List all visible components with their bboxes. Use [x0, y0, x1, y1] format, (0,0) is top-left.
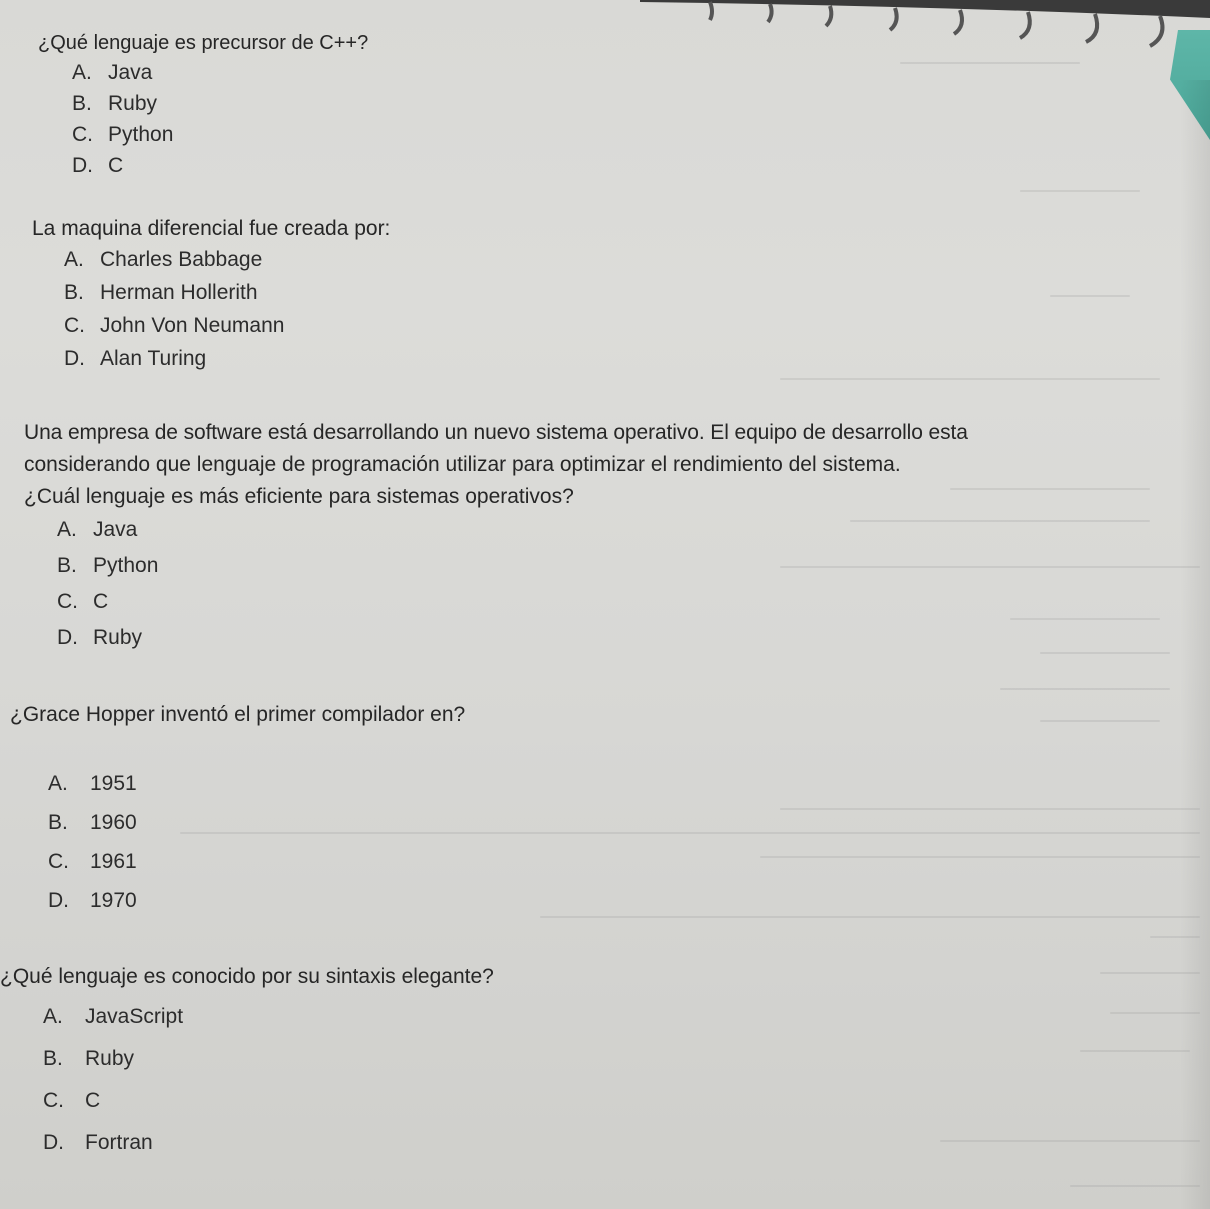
- option-letter: C.: [57, 590, 78, 613]
- question-4: [10, 703, 465, 928]
- option-letter: B.: [57, 554, 77, 577]
- option-text: Python: [93, 554, 159, 577]
- option-text: Fortran: [85, 1131, 153, 1154]
- option-text: Java: [93, 518, 138, 541]
- question-text-line-1: Una empresa de software está desarrollando un nuevo sistema operativo. El equipo de desarrollo esta: [24, 421, 968, 444]
- option-text: Alan Turing: [100, 347, 207, 370]
- option-text: C: [108, 154, 124, 177]
- option-letter: B.: [43, 1047, 63, 1070]
- option-text: C: [93, 590, 109, 613]
- bleed-through-line: [1080, 1050, 1190, 1052]
- option-letter: A.: [72, 61, 92, 84]
- bleed-through-line: [1010, 618, 1160, 620]
- question-3: [24, 421, 968, 662]
- option-c[interactable]: [72, 123, 368, 154]
- option-letter: C.: [48, 850, 69, 873]
- option-letter: D.: [43, 1131, 64, 1154]
- option-d[interactable]: [48, 889, 465, 928]
- option-letter: A.: [57, 518, 77, 541]
- bleed-through-line: [900, 62, 1080, 64]
- option-a[interactable]: [57, 518, 968, 554]
- option-a[interactable]: [64, 248, 390, 281]
- option-text: C: [85, 1089, 101, 1112]
- option-c[interactable]: [57, 590, 968, 626]
- option-d[interactable]: [57, 626, 968, 662]
- question-text: ¿Grace Hopper inventó el primer compilador en?: [10, 703, 466, 726]
- option-text: Ruby: [93, 626, 143, 649]
- bleed-through-line: [1150, 936, 1200, 938]
- option-text: Python: [108, 123, 174, 146]
- question-text: ¿Qué lenguaje es conocido por su sintaxis elegante?: [0, 965, 494, 988]
- option-a[interactable]: [43, 1005, 494, 1047]
- bleed-through-line: [540, 916, 1200, 918]
- option-letter: C.: [64, 314, 85, 337]
- option-text: JavaScript: [85, 1005, 184, 1028]
- bleed-through-line: [780, 378, 1160, 380]
- option-text: 1951: [90, 772, 137, 795]
- bleed-through-line: [950, 488, 1150, 490]
- option-a[interactable]: [72, 61, 368, 92]
- option-b[interactable]: [64, 281, 390, 314]
- option-text: John Von Neumann: [100, 314, 285, 337]
- option-b[interactable]: [48, 811, 465, 850]
- bleed-through-line: [1110, 1012, 1200, 1014]
- bleed-through-line: [760, 856, 1200, 858]
- option-text: Charles Babbage: [100, 248, 263, 271]
- option-letter: A.: [43, 1005, 63, 1028]
- option-letter: D.: [48, 889, 69, 912]
- bleed-through-line: [1040, 720, 1160, 722]
- option-b[interactable]: [43, 1047, 494, 1089]
- option-letter: D.: [72, 154, 93, 177]
- option-letter: B.: [64, 281, 84, 304]
- question-5: [0, 965, 494, 1173]
- question-text-line-3: ¿Cuál lenguaje es más eficiente para sistemas operativos?: [24, 485, 574, 508]
- option-b[interactable]: [72, 92, 368, 123]
- option-text: Java: [108, 61, 153, 84]
- notebook-spiral: [640, 0, 1210, 60]
- question-2: [32, 217, 390, 380]
- option-b[interactable]: [57, 554, 968, 590]
- bleed-through-line: [1050, 295, 1130, 297]
- option-letter: D.: [57, 626, 78, 649]
- option-letter: B.: [48, 811, 68, 834]
- question-1: [38, 32, 368, 185]
- bleed-through-line: [780, 808, 1200, 810]
- option-d[interactable]: [72, 154, 368, 185]
- option-text: 1960: [90, 811, 137, 834]
- bleed-through-line: [1000, 688, 1170, 690]
- option-c[interactable]: [64, 314, 390, 347]
- option-text: Herman Hollerith: [100, 281, 258, 304]
- bleed-through-line: [1100, 972, 1200, 974]
- option-letter: D.: [64, 347, 85, 370]
- option-d[interactable]: [64, 347, 390, 380]
- option-letter: A.: [48, 772, 68, 795]
- option-text: Ruby: [108, 92, 158, 115]
- page-shadow: [1180, 80, 1210, 1209]
- option-text: 1970: [90, 889, 137, 912]
- option-c[interactable]: [48, 850, 465, 889]
- option-c[interactable]: [43, 1089, 494, 1131]
- option-letter: C.: [72, 123, 93, 146]
- question-text: La maquina diferencial fue creada por:: [32, 217, 391, 240]
- question-text: ¿Qué lenguaje es precursor de C++?: [38, 32, 369, 54]
- option-letter: A.: [64, 248, 84, 271]
- bleed-through-line: [1040, 652, 1170, 654]
- option-text: Ruby: [85, 1047, 135, 1070]
- question-text-line-2: considerando que lenguaje de programación utilizar para optimizar el rendimiento del sistema.: [24, 453, 901, 476]
- option-letter: B.: [72, 92, 92, 115]
- option-a[interactable]: [48, 772, 465, 811]
- option-text: 1961: [90, 850, 137, 873]
- bleed-through-line: [940, 1140, 1200, 1142]
- option-letter: C.: [43, 1089, 64, 1112]
- bleed-through-line: [1020, 190, 1140, 192]
- option-d[interactable]: [43, 1131, 494, 1173]
- bleed-through-line: [1070, 1185, 1200, 1187]
